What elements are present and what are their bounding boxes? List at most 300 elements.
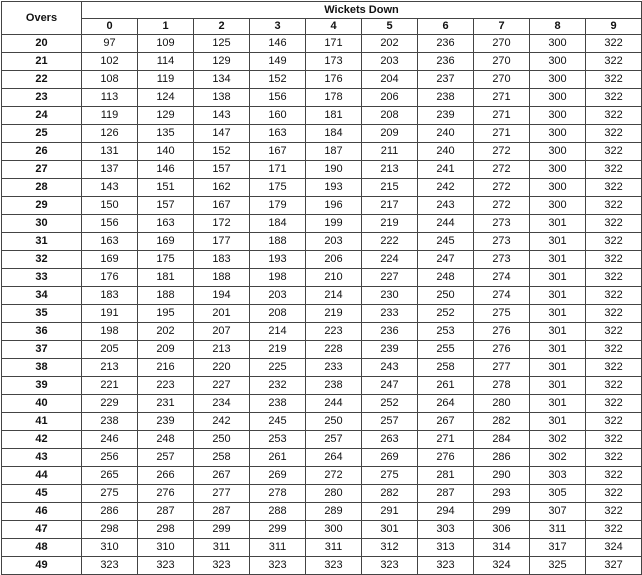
score-cell: 129 (138, 107, 194, 125)
score-cell: 97 (82, 35, 138, 53)
overs-cell: 48 (2, 539, 82, 557)
wicket-column-header: 8 (530, 19, 586, 35)
score-cell: 278 (250, 485, 306, 503)
score-cell: 223 (138, 377, 194, 395)
score-cell: 301 (530, 395, 586, 413)
score-cell: 250 (194, 431, 250, 449)
score-cell: 171 (250, 161, 306, 179)
score-cell: 219 (306, 305, 362, 323)
score-cell: 322 (586, 107, 642, 125)
score-cell: 152 (194, 143, 250, 161)
score-cell: 323 (418, 557, 474, 575)
score-cell: 163 (138, 215, 194, 233)
score-cell: 301 (530, 413, 586, 431)
score-cell: 232 (250, 377, 306, 395)
score-cell: 323 (362, 557, 418, 575)
table-row (2, 341, 642, 359)
score-cell: 173 (306, 53, 362, 71)
score-cell: 299 (194, 521, 250, 539)
score-cell: 229 (82, 395, 138, 413)
score-cell: 183 (82, 287, 138, 305)
score-cell: 323 (250, 557, 306, 575)
score-cell: 140 (138, 143, 194, 161)
score-cell: 311 (194, 539, 250, 557)
score-cell: 305 (530, 485, 586, 503)
score-cell: 138 (194, 89, 250, 107)
score-cell: 322 (586, 305, 642, 323)
score-cell: 176 (82, 269, 138, 287)
score-cell: 303 (418, 521, 474, 539)
score-cell: 300 (530, 197, 586, 215)
overs-cell: 39 (2, 377, 82, 395)
score-cell: 225 (250, 359, 306, 377)
score-cell: 181 (138, 269, 194, 287)
table-row (2, 233, 642, 251)
score-cell: 231 (138, 395, 194, 413)
score-cell: 146 (138, 161, 194, 179)
table-row (2, 395, 642, 413)
score-cell: 224 (362, 251, 418, 269)
overs-cell: 42 (2, 431, 82, 449)
score-cell: 214 (250, 323, 306, 341)
score-cell: 114 (138, 53, 194, 71)
score-cell: 234 (194, 395, 250, 413)
overs-cell: 31 (2, 233, 82, 251)
score-cell: 322 (586, 449, 642, 467)
overs-cell: 47 (2, 521, 82, 539)
score-cell: 269 (362, 449, 418, 467)
score-cell: 322 (586, 197, 642, 215)
score-cell: 247 (362, 377, 418, 395)
score-cell: 238 (250, 395, 306, 413)
overs-cell: 45 (2, 485, 82, 503)
score-cell: 240 (418, 143, 474, 161)
score-cell: 245 (418, 233, 474, 251)
score-cell: 322 (586, 215, 642, 233)
score-cell: 323 (306, 557, 362, 575)
score-cell: 236 (418, 53, 474, 71)
score-cell: 211 (362, 143, 418, 161)
score-cell: 184 (250, 215, 306, 233)
score-cell: 310 (138, 539, 194, 557)
score-cell: 322 (586, 89, 642, 107)
score-cell: 125 (194, 35, 250, 53)
score-cell: 322 (586, 467, 642, 485)
score-cell: 301 (530, 233, 586, 251)
score-cell: 322 (586, 71, 642, 89)
score-cell: 287 (138, 503, 194, 521)
score-cell: 322 (586, 323, 642, 341)
score-cell: 322 (586, 377, 642, 395)
table-row (2, 161, 642, 179)
score-cell: 199 (306, 215, 362, 233)
score-cell: 188 (194, 269, 250, 287)
wicket-column-header: 3 (250, 19, 306, 35)
overs-cell: 20 (2, 35, 82, 53)
score-cell: 298 (82, 521, 138, 539)
score-cell: 156 (250, 89, 306, 107)
score-cell: 301 (530, 377, 586, 395)
score-cell: 147 (194, 125, 250, 143)
wicket-number-header-row (2, 19, 642, 35)
score-cell: 171 (306, 35, 362, 53)
score-cell: 113 (82, 89, 138, 107)
score-cell: 198 (82, 323, 138, 341)
score-cell: 208 (250, 305, 306, 323)
score-cell: 271 (474, 89, 530, 107)
score-cell: 311 (530, 521, 586, 539)
score-cell: 253 (250, 431, 306, 449)
score-cell: 209 (362, 125, 418, 143)
overs-cell: 40 (2, 395, 82, 413)
score-cell: 238 (418, 89, 474, 107)
table-row (2, 107, 642, 125)
score-cell: 301 (530, 323, 586, 341)
table-row (2, 215, 642, 233)
score-cell: 194 (194, 287, 250, 305)
score-cell: 270 (474, 71, 530, 89)
score-cell: 239 (138, 413, 194, 431)
score-cell: 322 (586, 359, 642, 377)
score-cell: 156 (82, 215, 138, 233)
score-cell: 264 (418, 395, 474, 413)
table-row (2, 89, 642, 107)
score-cell: 311 (250, 539, 306, 557)
score-cell: 258 (194, 449, 250, 467)
score-cell: 187 (306, 143, 362, 161)
score-cell: 301 (530, 269, 586, 287)
score-cell: 323 (194, 557, 250, 575)
score-cell: 322 (586, 143, 642, 161)
score-cell: 188 (138, 287, 194, 305)
score-cell: 219 (362, 215, 418, 233)
score-cell: 300 (530, 161, 586, 179)
score-cell: 206 (362, 89, 418, 107)
score-cell: 238 (82, 413, 138, 431)
score-cell: 245 (250, 413, 306, 431)
score-cell: 203 (306, 233, 362, 251)
score-cell: 151 (138, 179, 194, 197)
score-cell: 190 (306, 161, 362, 179)
score-cell: 301 (530, 287, 586, 305)
overs-header: Overs (2, 2, 82, 35)
score-cell: 188 (250, 233, 306, 251)
score-cell: 167 (194, 197, 250, 215)
score-cell: 220 (194, 359, 250, 377)
overs-cell: 49 (2, 557, 82, 575)
score-cell: 300 (530, 71, 586, 89)
score-cell: 271 (418, 431, 474, 449)
score-cell: 243 (418, 197, 474, 215)
overs-cell: 34 (2, 287, 82, 305)
score-cell: 243 (362, 359, 418, 377)
table-row (2, 269, 642, 287)
score-cell: 301 (530, 305, 586, 323)
score-cell: 322 (586, 413, 642, 431)
score-cell: 272 (474, 161, 530, 179)
score-cell: 176 (306, 71, 362, 89)
score-cell: 239 (418, 107, 474, 125)
score-cell: 323 (82, 557, 138, 575)
score-cell: 274 (474, 287, 530, 305)
score-cell: 150 (82, 197, 138, 215)
overs-cell: 41 (2, 413, 82, 431)
score-cell: 277 (474, 359, 530, 377)
score-cell: 274 (474, 269, 530, 287)
wicket-column-header: 4 (306, 19, 362, 35)
score-cell: 215 (362, 179, 418, 197)
overs-cell: 23 (2, 89, 82, 107)
wicket-column-header: 5 (362, 19, 418, 35)
score-cell: 184 (306, 125, 362, 143)
score-cell: 299 (250, 521, 306, 539)
overs-cell: 36 (2, 323, 82, 341)
score-cell: 322 (586, 161, 642, 179)
score-cell: 178 (306, 89, 362, 107)
score-cell: 271 (474, 125, 530, 143)
score-cell: 208 (362, 107, 418, 125)
score-cell: 216 (138, 359, 194, 377)
score-cell: 143 (194, 107, 250, 125)
score-cell: 193 (250, 251, 306, 269)
score-cell: 206 (306, 251, 362, 269)
score-cell: 312 (362, 539, 418, 557)
score-cell: 137 (82, 161, 138, 179)
score-cell: 273 (474, 251, 530, 269)
score-cell: 324 (474, 557, 530, 575)
score-cell: 265 (82, 467, 138, 485)
score-cell: 269 (250, 467, 306, 485)
score-cell: 284 (474, 431, 530, 449)
score-cell: 302 (530, 449, 586, 467)
overs-cell: 37 (2, 341, 82, 359)
overs-cell: 33 (2, 269, 82, 287)
score-cell: 273 (474, 215, 530, 233)
score-cell: 163 (250, 125, 306, 143)
score-cell: 230 (362, 287, 418, 305)
score-cell: 244 (306, 395, 362, 413)
score-cell: 257 (306, 431, 362, 449)
score-cell: 143 (82, 179, 138, 197)
table-row (2, 287, 642, 305)
score-cell: 300 (306, 521, 362, 539)
score-cell: 291 (362, 503, 418, 521)
score-cell: 233 (362, 305, 418, 323)
score-cell: 263 (362, 431, 418, 449)
score-cell: 322 (586, 251, 642, 269)
score-cell: 255 (418, 341, 474, 359)
score-cell: 322 (586, 233, 642, 251)
score-cell: 290 (474, 467, 530, 485)
score-cell: 244 (418, 215, 474, 233)
score-cell: 246 (82, 431, 138, 449)
table-row (2, 143, 642, 161)
score-cell: 322 (586, 269, 642, 287)
score-cell: 261 (250, 449, 306, 467)
score-cell: 236 (362, 323, 418, 341)
overs-cell: 35 (2, 305, 82, 323)
wicket-column-header: 7 (474, 19, 530, 35)
score-cell: 258 (418, 359, 474, 377)
score-cell: 300 (530, 125, 586, 143)
score-cell: 227 (194, 377, 250, 395)
score-cell: 287 (418, 485, 474, 503)
score-cell: 282 (474, 413, 530, 431)
score-cell: 276 (418, 449, 474, 467)
overs-cell: 25 (2, 125, 82, 143)
score-cell: 301 (530, 251, 586, 269)
score-cell: 293 (474, 485, 530, 503)
score-cell: 108 (82, 71, 138, 89)
score-cell: 179 (250, 197, 306, 215)
score-cell: 175 (138, 251, 194, 269)
score-cell: 131 (82, 143, 138, 161)
score-cell: 134 (194, 71, 250, 89)
score-cell: 266 (138, 467, 194, 485)
table-row (2, 53, 642, 71)
score-cell: 247 (418, 251, 474, 269)
score-cell: 261 (418, 377, 474, 395)
score-cell: 322 (586, 485, 642, 503)
score-cell: 228 (306, 341, 362, 359)
score-cell: 270 (474, 53, 530, 71)
score-cell: 303 (530, 467, 586, 485)
score-cell: 102 (82, 53, 138, 71)
wicket-column-header: 6 (418, 19, 474, 35)
score-cell: 248 (418, 269, 474, 287)
score-cell: 302 (530, 431, 586, 449)
score-cell: 301 (362, 521, 418, 539)
score-cell: 322 (586, 35, 642, 53)
wickets-down-header: Wickets Down (82, 2, 642, 19)
table-row (2, 251, 642, 269)
score-cell: 306 (474, 521, 530, 539)
score-cell: 129 (194, 53, 250, 71)
score-cell: 278 (474, 377, 530, 395)
score-cell: 300 (530, 53, 586, 71)
score-cell: 300 (530, 89, 586, 107)
score-cell: 275 (82, 485, 138, 503)
score-cell: 322 (586, 53, 642, 71)
score-cell: 280 (306, 485, 362, 503)
score-cell: 322 (586, 287, 642, 305)
score-cell: 301 (530, 341, 586, 359)
score-cell: 311 (306, 539, 362, 557)
score-cell: 240 (418, 125, 474, 143)
score-cell: 203 (362, 53, 418, 71)
score-cell: 272 (474, 197, 530, 215)
score-cell: 183 (194, 251, 250, 269)
score-cell: 242 (418, 179, 474, 197)
score-cell: 301 (530, 215, 586, 233)
score-cell: 327 (586, 557, 642, 575)
score-cell: 242 (194, 413, 250, 431)
table-row (2, 467, 642, 485)
score-cell: 196 (306, 197, 362, 215)
wicket-column-header: 0 (82, 19, 138, 35)
table-row (2, 521, 642, 539)
overs-cell: 43 (2, 449, 82, 467)
score-cell: 300 (530, 179, 586, 197)
score-cell: 207 (194, 323, 250, 341)
score-cell: 221 (82, 377, 138, 395)
score-cell: 257 (362, 413, 418, 431)
overs-cell: 30 (2, 215, 82, 233)
wicket-column-header: 2 (194, 19, 250, 35)
score-cell: 237 (418, 71, 474, 89)
score-cell: 252 (418, 305, 474, 323)
score-cell: 276 (138, 485, 194, 503)
score-cell: 210 (306, 269, 362, 287)
score-cell: 223 (306, 323, 362, 341)
score-cell: 275 (474, 305, 530, 323)
header-row-group (2, 2, 642, 19)
score-cell: 238 (306, 377, 362, 395)
overs-cell: 27 (2, 161, 82, 179)
score-cell: 273 (474, 233, 530, 251)
score-cell: 213 (362, 161, 418, 179)
table-row (2, 197, 642, 215)
score-cell: 322 (586, 521, 642, 539)
score-cell: 270 (474, 35, 530, 53)
score-cell: 202 (362, 35, 418, 53)
score-cell: 289 (306, 503, 362, 521)
score-cell: 152 (250, 71, 306, 89)
table-row (2, 539, 642, 557)
score-cell: 204 (362, 71, 418, 89)
overs-cell: 38 (2, 359, 82, 377)
overs-cell: 46 (2, 503, 82, 521)
score-cell: 250 (418, 287, 474, 305)
score-cell: 119 (138, 71, 194, 89)
score-cell: 322 (586, 125, 642, 143)
score-cell: 217 (362, 197, 418, 215)
score-cell: 201 (194, 305, 250, 323)
table-row (2, 305, 642, 323)
score-cell: 286 (474, 449, 530, 467)
score-cell: 313 (418, 539, 474, 557)
score-cell: 272 (474, 179, 530, 197)
table-header (2, 2, 642, 35)
table-row (2, 323, 642, 341)
score-cell: 109 (138, 35, 194, 53)
score-cell: 294 (418, 503, 474, 521)
table-row (2, 35, 642, 53)
score-cell: 236 (418, 35, 474, 53)
score-cell: 280 (474, 395, 530, 413)
score-cell: 324 (586, 539, 642, 557)
table-row (2, 413, 642, 431)
score-cell: 239 (362, 341, 418, 359)
score-cell: 177 (194, 233, 250, 251)
score-cell: 275 (362, 467, 418, 485)
score-cell: 124 (138, 89, 194, 107)
score-cell: 277 (194, 485, 250, 503)
score-cell: 322 (586, 179, 642, 197)
score-cell: 310 (82, 539, 138, 557)
overs-cell: 28 (2, 179, 82, 197)
score-cell: 298 (138, 521, 194, 539)
score-cell: 322 (586, 431, 642, 449)
overs-cell: 44 (2, 467, 82, 485)
score-cell: 301 (530, 359, 586, 377)
overs-cell: 26 (2, 143, 82, 161)
score-cell: 264 (306, 449, 362, 467)
score-cell: 222 (362, 233, 418, 251)
score-cell: 299 (474, 503, 530, 521)
score-cell: 163 (82, 233, 138, 251)
score-cell: 287 (194, 503, 250, 521)
